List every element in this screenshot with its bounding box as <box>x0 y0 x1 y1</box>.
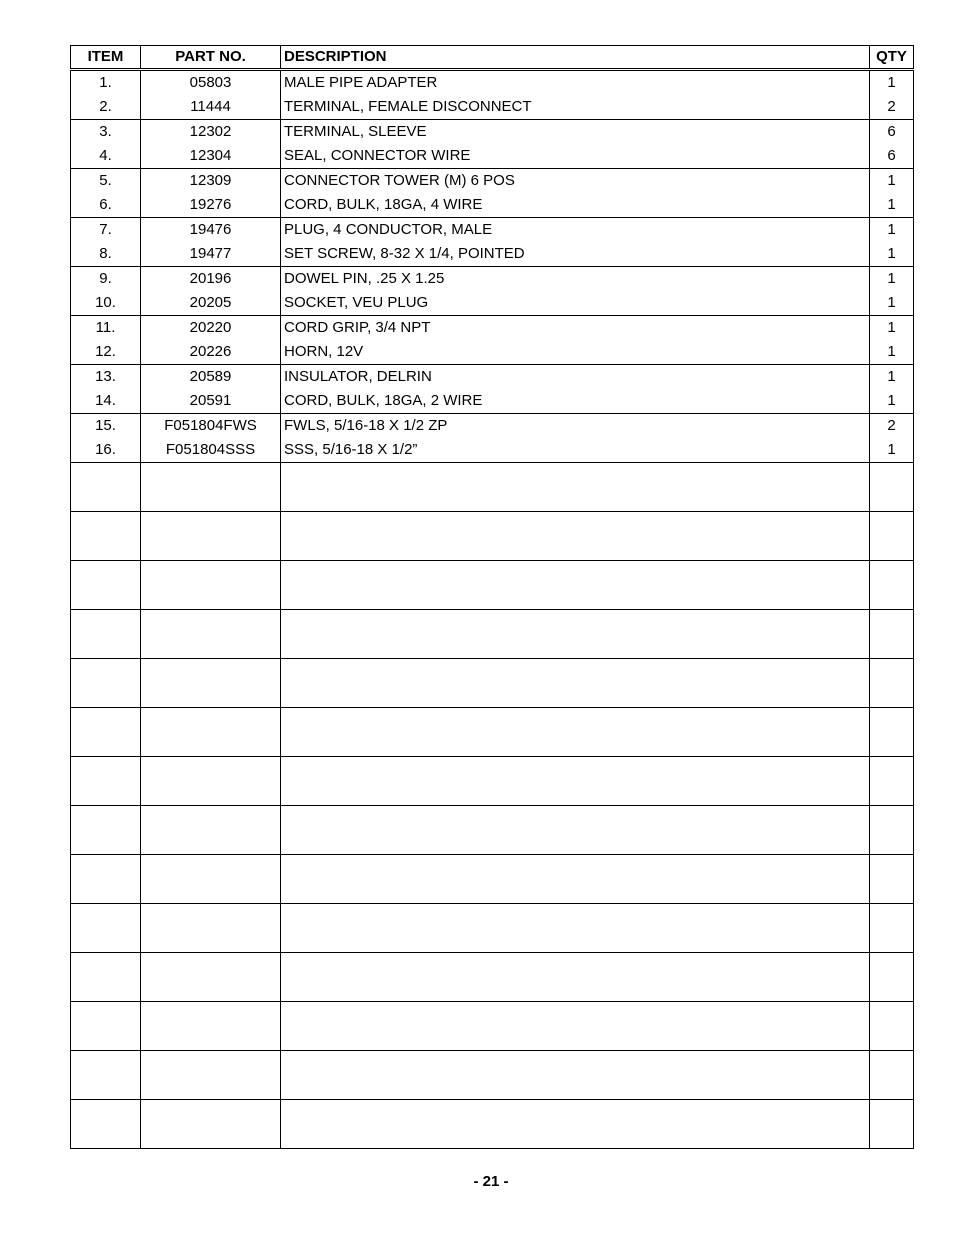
item-cell: 16. <box>71 438 141 463</box>
part-no-cell: 11444 <box>141 95 281 120</box>
item-cell: 2. <box>71 95 141 120</box>
description-cell: DOWEL PIN, .25 X 1.25 <box>281 267 870 292</box>
empty-cell <box>141 855 281 904</box>
item-cell: 5. <box>71 169 141 194</box>
empty-table-row <box>71 757 914 806</box>
empty-table-row <box>71 561 914 610</box>
empty-cell <box>281 855 870 904</box>
empty-cell <box>281 904 870 953</box>
empty-cell <box>71 904 141 953</box>
table-row <box>71 193 914 218</box>
empty-cell <box>281 708 870 757</box>
empty-cell <box>870 561 914 610</box>
empty-table-row <box>71 1051 914 1100</box>
empty-cell <box>281 806 870 855</box>
part-no-cell: 12304 <box>141 144 281 169</box>
qty-cell: 1 <box>870 291 914 316</box>
empty-cell <box>71 463 141 512</box>
description-cell: CORD GRIP, 3/4 NPT <box>281 316 870 341</box>
item-cell: 11. <box>71 316 141 341</box>
empty-cell <box>870 757 914 806</box>
description-cell: SOCKET, VEU PLUG <box>281 291 870 316</box>
item-cell: 14. <box>71 389 141 414</box>
item-cell: 4. <box>71 144 141 169</box>
table-row <box>71 291 914 316</box>
empty-cell <box>870 855 914 904</box>
table-row <box>71 316 914 341</box>
header-description: DESCRIPTION <box>281 46 870 70</box>
empty-cell <box>71 953 141 1002</box>
table-row <box>71 340 914 365</box>
empty-table-row <box>71 1100 914 1149</box>
empty-cell <box>71 512 141 561</box>
table-row <box>71 414 914 439</box>
part-no-cell: 05803 <box>141 70 281 96</box>
item-cell: 15. <box>71 414 141 439</box>
item-cell: 3. <box>71 120 141 145</box>
empty-table-row <box>71 953 914 1002</box>
part-no-cell: 19476 <box>141 218 281 243</box>
description-cell: TERMINAL, SLEEVE <box>281 120 870 145</box>
table-header-row <box>71 46 914 70</box>
part-no-cell: 12302 <box>141 120 281 145</box>
empty-cell <box>141 1002 281 1051</box>
empty-cell <box>870 1051 914 1100</box>
part-no-cell: 20220 <box>141 316 281 341</box>
description-cell: CORD, BULK, 18GA, 2 WIRE <box>281 389 870 414</box>
qty-cell: 1 <box>870 438 914 463</box>
empty-cell <box>870 904 914 953</box>
part-no-cell: 20226 <box>141 340 281 365</box>
item-cell: 6. <box>71 193 141 218</box>
qty-cell: 1 <box>870 340 914 365</box>
qty-cell: 1 <box>870 218 914 243</box>
empty-cell <box>281 512 870 561</box>
empty-cell <box>141 1100 281 1149</box>
empty-cell <box>71 659 141 708</box>
table-row <box>71 438 914 463</box>
item-cell: 12. <box>71 340 141 365</box>
empty-cell <box>141 953 281 1002</box>
empty-table-row <box>71 855 914 904</box>
empty-cell <box>870 953 914 1002</box>
qty-cell: 1 <box>870 193 914 218</box>
description-cell: SSS, 5/16-18 X 1/2” <box>281 438 870 463</box>
part-no-cell: 20205 <box>141 291 281 316</box>
description-cell: SEAL, CONNECTOR WIRE <box>281 144 870 169</box>
header-part-no: PART NO. <box>141 46 281 70</box>
description-cell: CONNECTOR TOWER (M) 6 POS <box>281 169 870 194</box>
empty-table-row <box>71 463 914 512</box>
empty-cell <box>870 1002 914 1051</box>
item-cell: 13. <box>71 365 141 390</box>
empty-cell <box>141 561 281 610</box>
item-cell: 8. <box>71 242 141 267</box>
description-cell: TERMINAL, FEMALE DISCONNECT <box>281 95 870 120</box>
qty-cell: 1 <box>870 365 914 390</box>
description-cell: HORN, 12V <box>281 340 870 365</box>
empty-cell <box>141 512 281 561</box>
empty-cell <box>281 561 870 610</box>
item-cell: 9. <box>71 267 141 292</box>
empty-cell <box>71 708 141 757</box>
empty-table-row <box>71 708 914 757</box>
empty-cell <box>281 1002 870 1051</box>
qty-cell: 6 <box>870 144 914 169</box>
empty-cell <box>71 1100 141 1149</box>
empty-cell <box>281 610 870 659</box>
empty-table-row <box>71 610 914 659</box>
description-cell: CORD, BULK, 18GA, 4 WIRE <box>281 193 870 218</box>
qty-cell: 6 <box>870 120 914 145</box>
empty-cell <box>71 610 141 659</box>
empty-table-row <box>71 806 914 855</box>
empty-cell <box>281 1051 870 1100</box>
empty-cell <box>141 463 281 512</box>
qty-cell: 2 <box>870 414 914 439</box>
empty-cell <box>281 1100 870 1149</box>
qty-cell: 1 <box>870 389 914 414</box>
table-row <box>71 389 914 414</box>
item-cell: 1. <box>71 70 141 96</box>
table-row <box>71 169 914 194</box>
empty-cell <box>71 1051 141 1100</box>
qty-cell: 1 <box>870 70 914 96</box>
qty-cell: 1 <box>870 242 914 267</box>
empty-cell <box>141 806 281 855</box>
description-cell: SET SCREW, 8-32 X 1/4, POINTED <box>281 242 870 267</box>
part-no-cell: 12309 <box>141 169 281 194</box>
empty-cell <box>141 757 281 806</box>
qty-cell: 1 <box>870 169 914 194</box>
description-cell: MALE PIPE ADAPTER <box>281 70 870 96</box>
table-row <box>71 242 914 267</box>
qty-cell: 1 <box>870 267 914 292</box>
header-item: ITEM <box>71 46 141 70</box>
table-row <box>71 267 914 292</box>
part-no-cell: 20589 <box>141 365 281 390</box>
empty-cell <box>141 1051 281 1100</box>
empty-cell <box>141 610 281 659</box>
empty-cell <box>281 953 870 1002</box>
empty-cell <box>870 806 914 855</box>
parts-list-table <box>70 45 914 1149</box>
empty-table-row <box>71 512 914 561</box>
empty-cell <box>71 1002 141 1051</box>
description-cell: PLUG, 4 CONDUCTOR, MALE <box>281 218 870 243</box>
empty-cell <box>870 610 914 659</box>
description-cell: FWLS, 5/16-18 X 1/2 ZP <box>281 414 870 439</box>
table-row <box>71 95 914 120</box>
table-row <box>71 70 914 96</box>
empty-cell <box>870 463 914 512</box>
empty-table-row <box>71 659 914 708</box>
empty-cell <box>141 904 281 953</box>
table-row <box>71 365 914 390</box>
qty-cell: 1 <box>870 316 914 341</box>
part-no-cell: 19477 <box>141 242 281 267</box>
item-cell: 7. <box>71 218 141 243</box>
empty-table-row <box>71 1002 914 1051</box>
header-qty: QTY <box>870 46 914 70</box>
part-no-cell: 20196 <box>141 267 281 292</box>
page-number: - 21 - <box>473 1173 509 1190</box>
empty-cell <box>870 1100 914 1149</box>
table-row <box>71 120 914 145</box>
empty-cell <box>141 708 281 757</box>
empty-cell <box>71 561 141 610</box>
empty-cell <box>71 757 141 806</box>
empty-cell <box>870 659 914 708</box>
empty-cell <box>281 757 870 806</box>
empty-cell <box>870 512 914 561</box>
part-no-cell: F051804FWS <box>141 414 281 439</box>
part-no-cell: F051804SSS <box>141 438 281 463</box>
empty-cell <box>71 806 141 855</box>
empty-cell <box>141 659 281 708</box>
table-row <box>71 218 914 243</box>
empty-cell <box>281 463 870 512</box>
description-cell: INSULATOR, DELRIN <box>281 365 870 390</box>
item-cell: 10. <box>71 291 141 316</box>
part-no-cell: 20591 <box>141 389 281 414</box>
table-row <box>71 144 914 169</box>
part-no-cell: 19276 <box>141 193 281 218</box>
empty-table-row <box>71 904 914 953</box>
empty-cell <box>870 708 914 757</box>
empty-cell <box>281 659 870 708</box>
qty-cell: 2 <box>870 95 914 120</box>
table-body <box>71 70 914 1149</box>
empty-cell <box>71 855 141 904</box>
